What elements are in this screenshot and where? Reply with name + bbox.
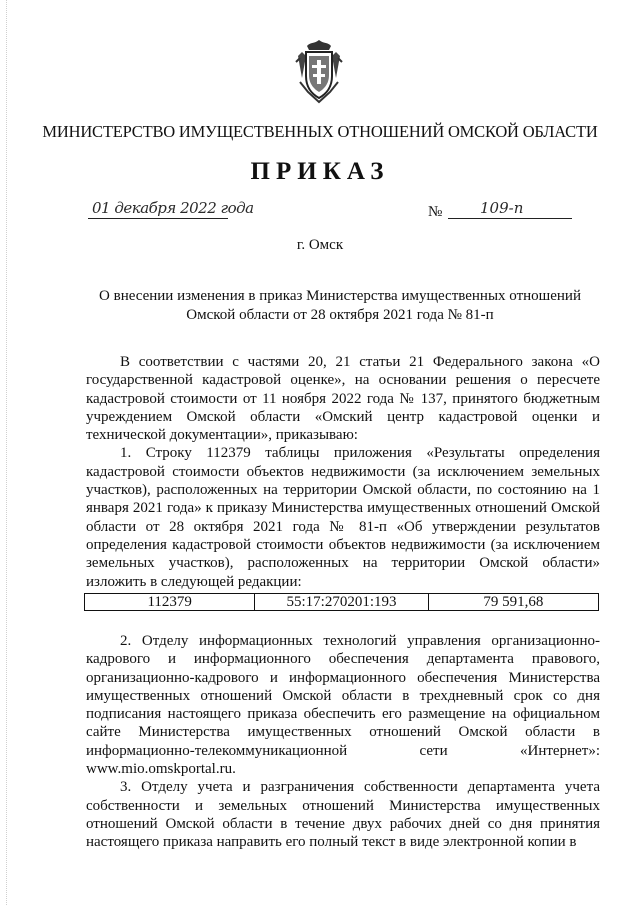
order-subject: О внесении изменения в приказ Министерства имущественных отношений Омской области от 28 октября 2021 года № 81-п — [99, 288, 581, 323]
date-field — [88, 199, 254, 221]
paragraph-item-3: 3. Отделу учета и разграничения собственности департамента учета собственности и земельных отношений Министерства имущественных отношений Омской области в течение двух рабочих дней со дня принятия настоящего приказа направить его полный текст в виде электронной копии в — [86, 779, 600, 851]
number-field — [448, 199, 572, 221]
cell-cadastral-value: 79 591,68 — [483, 594, 544, 610]
city: г. Омск — [296, 237, 344, 253]
cell-cadastral-number: 55:17:270201:193 — [255, 594, 428, 610]
date-handwritten: 01 декабря 2022 года — [92, 199, 254, 217]
ministry-name: МИНИСТЕРСТВО ИМУЩЕСТВЕННЫХ ОТНОШЕНИЙ ОМСКОЙ ОБЛАСТИ — [42, 122, 598, 141]
body-bottom — [86, 632, 600, 852]
document-type: ПРИКАЗ — [250, 158, 390, 185]
cell-row-number: 112379 — [85, 594, 255, 610]
date-underline — [88, 218, 228, 219]
paragraph-preamble: В соответствии с частями 20, 21 статьи 21 Федерального закона «О государственной кадастровой оценке», на основании решения о пересчете кадастровой стоимости от 11 ноября 2022 года № 137, принятого бюджетным учреждением Омской области «Омский центр кадастровой оценки и технической документации», приказываю: — [86, 354, 600, 444]
paragraph-item-2: 2. Отделу информационных технологий управления организационно-кадрового и информационного обеспечения департамента правового, организационно-кадрового и информационного обеспечения Министерства имущественных отношений Омской области в трехдневный срок со дня подписания настоящего приказа обеспечить его размещение на официальном сайте Министерства имущественных отношений Омской области в информационно-телекоммуникационной сети «Интернет»: www.mio.omskportal.ru. — [86, 633, 600, 778]
number-underline — [448, 218, 572, 219]
paragraph-item-1: 1. Строку 112379 таблицы приложения «Результаты определения кадастровой стоимости объектов недвижимости (за исключением земельных участков), расположенных на территории Омской области, по состоянию на 1 января 2021 года» к приказу Министерства имущественных отношений Омской области от 28 октября 2021 года № 81-п «Об утверждении результатов определения кадастровой стоимости объектов недвижимости (за исключением земельных участков), расположенных на территории Омской области» изложить в следующей редакции: — [86, 445, 600, 590]
number-sign: № — [428, 204, 443, 220]
body-top — [86, 353, 600, 591]
coat-of-arms-icon — [288, 38, 350, 104]
cadastral-value-table-row — [84, 593, 599, 611]
number-handwritten: 109-п — [480, 199, 524, 217]
